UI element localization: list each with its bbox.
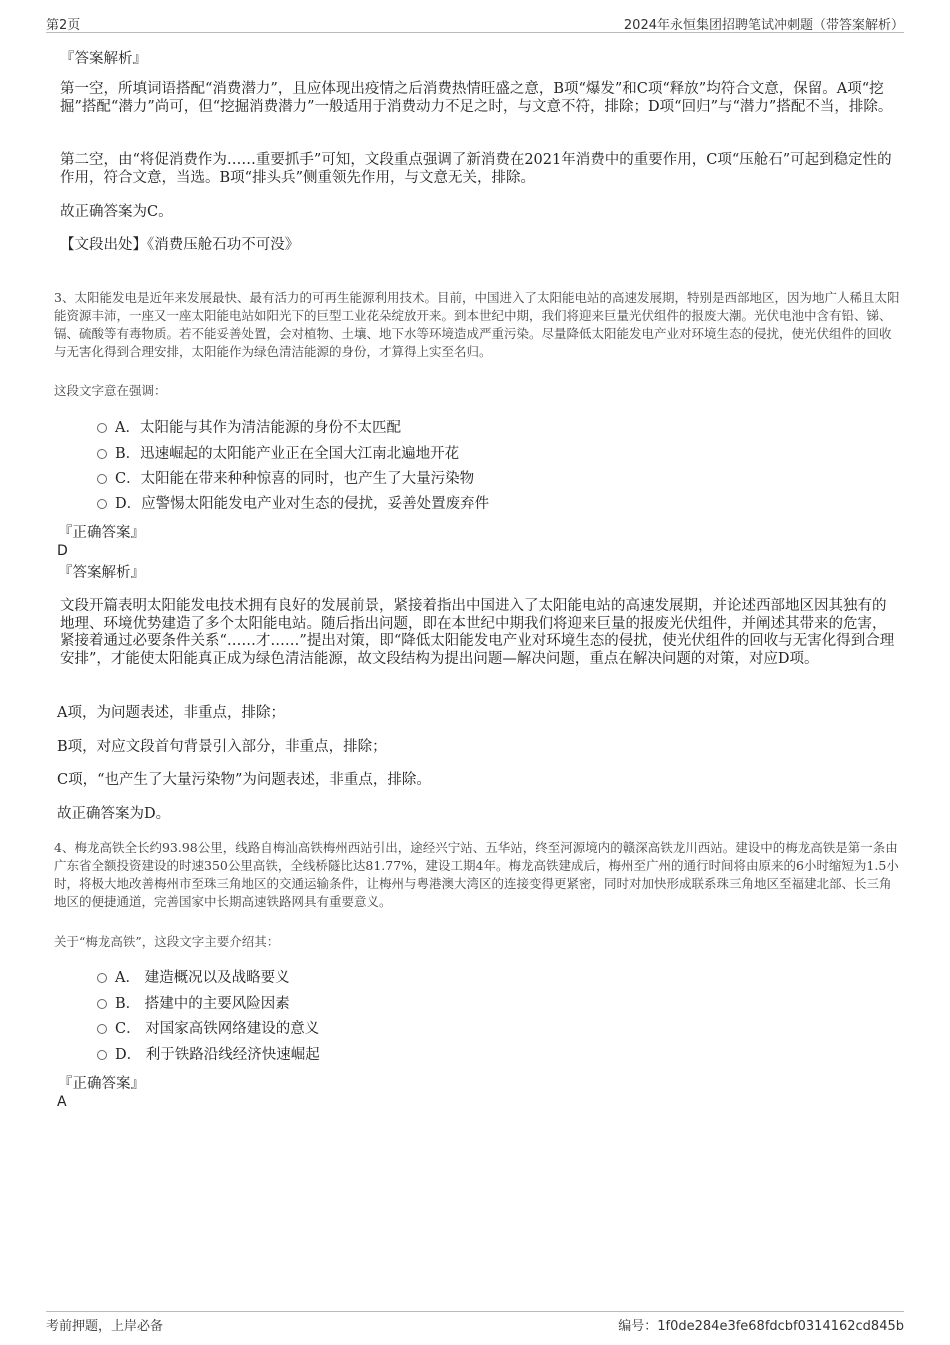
q4-option-a[interactable]: A． 建造概况以及战略要义 — [97, 968, 290, 988]
q3-analysis-p2: A项，为问题表述，非重点，排除； — [57, 705, 285, 721]
q4-correct-answer: A — [57, 1094, 67, 1110]
q3-question: 这段文字意在强调： — [54, 383, 167, 398]
radio-icon[interactable] — [97, 1024, 107, 1034]
page-number: 第2页 — [46, 18, 81, 33]
q2-conclusion: 故正确答案为C。 — [60, 204, 173, 220]
q3-conclusion: 故正确答案为D。 — [57, 806, 171, 822]
q2-analysis-p2: 第二空，由“将促消费作为……重要抓手”可知，文段重点强调了新消费在2021年消费中的重要作用，C项“压舱石”可起到稳定性的作用，符合文意，当选。B项“排头兵”侧重领先作用，与文意无关，排除。 — [60, 152, 892, 186]
q4-option-c[interactable]: C． 对国家高铁网络建设的意义 — [97, 1019, 319, 1039]
q3-correct-answer: D — [57, 543, 68, 559]
radio-icon[interactable] — [97, 999, 107, 1009]
q4-option-d[interactable]: D． 利于铁路沿线经济快速崛起 — [97, 1045, 320, 1065]
q3-option-b[interactable]: B．迅速崛起的太阳能产业正在全国大江南北遍地开花 — [97, 444, 459, 464]
q3-analysis-label: 『答案解析』 — [58, 565, 145, 581]
radio-icon[interactable] — [97, 449, 107, 459]
footer-slogan: 考前押题，上岸必备 — [46, 1319, 164, 1334]
q3-option-d[interactable]: D．应警惕太阳能发电产业对生态的侵扰，妥善处置废弃件 — [97, 494, 489, 514]
q3-option-c[interactable]: C．太阳能在带来种种惊喜的同时，也产生了大量污染物 — [97, 469, 474, 489]
q2-analysis-p1: 第一空，所填词语搭配“消费潜力”，且应体现出疫情之后消费热情旺盛之意，B项“爆发”和C项“释放”均符合文意，保留。A项“挖掘”搭配“潜力”尚可，但“挖掘消费潜力”一般适用于消费动力不足之时，与文意不符，排除；D项“回归”与“潜力”搭配不当，排除。 — [60, 81, 893, 115]
q4-question: 关于“梅龙高铁”，这段文字主要介绍其： — [54, 934, 280, 949]
q3-stem: 3、太阳能发电是近年来发展最快、最有活力的可再生能源利用技术。目前，中国进入了太阳能电站的高速发展期，特别是西部地区，因为地广人稀且太阳能资源丰沛，一座又一座太阳能电站如阳光下的巨型工业花朵绽放开来。到本世纪中期，我们将迎来巨量光伏组件的报废大潮。光伏电池中含有铅、锑、镉、硫酸等有毒物质。若不能妥善处置，会对植物、土壤、地下水等环境造成严重污染。尽量降低太阳能发电产业对环境生态的侵扰，使光伏组件的回收与无害化得到合理安排，太阳能作为绿色清洁能源的身份，才算得上实至名归。 — [54, 290, 900, 359]
q3-correct-label: 『正确答案』 — [58, 525, 145, 541]
q4-stem: 4、梅龙高铁全长约93.98公里，线路自梅汕高铁梅州西站引出，途经兴宁站、五华站，终至河源境内的赣深高铁龙川西站。建设中的梅龙高铁是第一条由广东省全额投资建设的时速350公里高铁，全线桥隧比达81.77%，建设工期4年。梅龙高铁建成后，梅州至广州的通行时间将由原来的6小时缩短为1.5小时，将极大地改善梅州市至珠三角地区的交通运输条件，让梅州与粤港澳大湾区的连接变得更紧密，同时对加快形成联系珠三角地区至福建北部、长三角地区的便捷通道，完善国家中长期高速铁路网具有重要意义。 — [54, 840, 899, 909]
radio-icon[interactable] — [97, 973, 107, 983]
document-code — [618, 1315, 904, 1334]
radio-icon[interactable] — [97, 474, 107, 484]
q3-analysis-p1: 文段开篇表明太阳能发电技术拥有良好的发展前景，紧接着指出中国进入了太阳能电站的高速发展期，并论述西部地区因其独有的地理、环境优势建造了多个太阳能电站。随后指出问题，即在本世纪中期我们将迎来巨量的报废光伏组件，并阐述其带来的危害，紧接着通过必要条件关系“……才……”提出对策，即“降低太阳能发电产业对环境生态的侵扰，使光伏组件的回收与无害化得到合理安排”，才能使太阳能真正成为绿色清洁能源，故文段结构为提出问题—解决问题，重点在解决问题的对策，对应D项。 — [60, 598, 895, 667]
radio-icon[interactable] — [97, 1050, 107, 1060]
document-code-value: 1f0de284e3fe68fdcbf0314162cd845b — [657, 1319, 904, 1334]
radio-icon[interactable] — [97, 499, 107, 509]
q3-option-a[interactable]: A．太阳能与其作为清洁能源的身份不太匹配 — [97, 418, 401, 438]
q2-source: 【文段出处】《消费压舱石功不可没》 — [60, 237, 300, 253]
document-title: 2024年永恒集团招聘笔试冲刺题（带答案解析） — [623, 18, 904, 33]
q4-correct-label: 『正确答案』 — [58, 1076, 145, 1092]
page-header — [46, 14, 904, 33]
q4-option-b[interactable]: B． 搭建中的主要风险因素 — [97, 994, 290, 1014]
radio-icon[interactable] — [97, 423, 107, 433]
document-code-label: 编号： — [618, 1319, 658, 1334]
q3-analysis-p4: C项，“也产生了大量污染物”为问题表述，非重点，排除。 — [57, 772, 431, 788]
q2-analysis-label: 『答案解析』 — [60, 51, 147, 67]
page-footer — [46, 1311, 904, 1332]
q3-analysis-p3: B项，对应文段首句背景引入部分，非重点，排除； — [57, 739, 387, 755]
